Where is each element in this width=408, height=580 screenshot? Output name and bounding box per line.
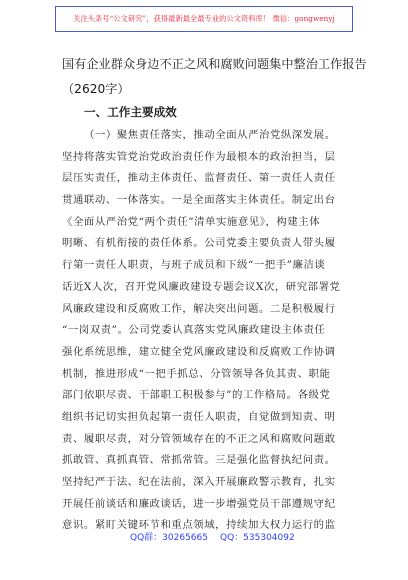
- body-line: 贯通联动、一体落实。一是全面落实主体责任。制定出台: [62, 194, 336, 207]
- body-line: 行第一责任人职责，与班子成员和下级“一把手”廉洁谈: [62, 259, 326, 272]
- body-line: 部门依职尽责、干部职工积极参与”的工作格局。各级党: [62, 389, 331, 402]
- document-body: [62, 125, 354, 537]
- body-line: 强化系统思维，建立健全党风廉政建设和反腐败工作协调: [62, 345, 336, 358]
- qq-group-number: QQ群：30265665: [130, 533, 208, 543]
- body-line: 开展任前谈话和廉政谈话，进一步增强党员干部遵规守纪: [62, 497, 336, 510]
- section-heading: 一、工作主要成效: [84, 105, 177, 119]
- body-line: 组织书记切实担负起第一责任人职责，自觉做到知责、明: [62, 410, 336, 423]
- body-line: 坚持纪严于法、纪在法前，深入开展廉政警示教育，扎实: [62, 476, 336, 488]
- body-line: （一）聚焦责任落实，推动全面从严治党纵深发展。: [84, 129, 336, 141]
- body-line: 意识。紧盯关键环节和重点领域，持续加大权力运行的监: [62, 519, 336, 532]
- qq-number: QQ：535304092: [220, 533, 295, 543]
- header-banner: [55, 6, 353, 32]
- body-line: 层压实责任，推动主体责任、监督责任、第一责任人责任: [62, 172, 336, 185]
- document-title: 国有企业群众身边不正之风和腐败问题集中整治工作报告: [62, 57, 367, 71]
- body-line: 抓敢管、真抓真管、常抓常管。三是强化监督执纪问责。: [62, 454, 336, 467]
- body-line: 明晰、有机衔接的责任体系。公司党委主要负责人带头履: [62, 237, 336, 250]
- body-line: 话近X人次，召开党风廉政建设专题会议X次，研究部署党: [62, 280, 341, 293]
- body-line: 责、履职尽责，对分管领域存在的不正之风和腐败问题敢: [62, 432, 336, 445]
- body-line: 风廉政建设和反腐败工作，解决突出问题。二是积极履行: [62, 302, 336, 315]
- body-line: 坚持将落实管党治党政治责任作为最根本的政治担当，层: [62, 150, 336, 163]
- body-line: 《全面从严治党“两个责任”清单实施意见》，构建主体: [62, 215, 321, 228]
- body-line: 机制，推进形成“一把手抓总、分管领导各负其责、职能: [62, 367, 331, 380]
- header-banner-text: 关注头条号“公文研究”，获得最新最全最专业的公文资料库！ 微信：gongwenyj: [73, 14, 335, 23]
- word-count: （2620字）: [62, 82, 130, 96]
- body-line: “一岗双责”。公司党委认真落实党风廉政建设主体责任: [62, 324, 326, 337]
